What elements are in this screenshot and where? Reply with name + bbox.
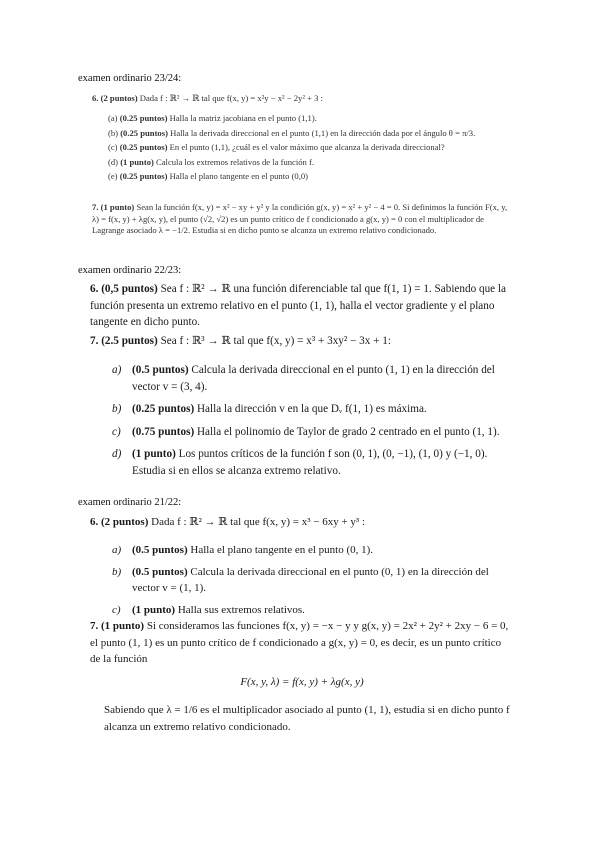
item-points: (0.5 puntos)	[132, 544, 188, 556]
item-text: Halla el polinomio de Taylor de grado 2 centrado en el punto (1, 1).	[196, 425, 500, 438]
item-points: (0.5 puntos)	[132, 364, 189, 376]
list-item	[112, 424, 514, 441]
item-points: (0.25 puntos)	[119, 171, 168, 181]
question-7-21-22-continuation: Sabiendo que λ = 1/6 es el multiplicador asociado al punto (1, 1), estudia si en dicho punto f alcanza un extremo relativo condicionado.	[104, 704, 510, 733]
item-label: a)	[112, 544, 122, 556]
question-points: (1 punto)	[101, 620, 145, 632]
item-label: (b)	[108, 127, 119, 138]
question-number: 7.	[90, 335, 99, 347]
item-text: En el punto (1,1), ¿cuál es el valor máximo que alcanza la derivada direccional?	[169, 142, 445, 152]
item-points: (0.25 puntos)	[119, 113, 168, 123]
item-label: (e)	[108, 171, 118, 181]
question-text: Sean la función f(x, y) = x² − xy + y² y la condición g(x, y) = x² + y² − 4 = 0. Si definimos la función F(x, y, λ) = f(x, y) + λg(x, y), el punto (√2, √2) es un punto crítico de f condicionado a g(x, y) = 0 con el multiplicador de Lagrange asociado λ = −1/2. Estudia si en dicho punto se alcanza un extremo relativo condicionado.	[92, 202, 508, 235]
list-item	[108, 128, 513, 140]
question-number: 6.	[90, 283, 99, 295]
question-7-22-23	[90, 333, 514, 350]
question-points: (2 puntos)	[100, 93, 138, 103]
item-label: (c)	[108, 142, 118, 152]
question-number: 6.	[90, 516, 99, 528]
item-label: d)	[112, 448, 122, 460]
item-text: Calcula la derivada direccional en el punto (0, 1) en la dirección del vector v = (1, 1).	[132, 565, 489, 594]
question-points: (2 puntos)	[101, 516, 149, 528]
item-list-22-23	[112, 362, 514, 479]
question-text: Sea f : ℝ³ → ℝ tal que f(x, y) = x³ + 3xy² − 3x + 1:	[160, 335, 391, 347]
item-points: (1 punto)	[132, 448, 176, 460]
item-label: (d)	[108, 156, 119, 167]
item-label: a)	[112, 364, 122, 376]
section-header-21-22: examen ordinario 21/22:	[78, 497, 182, 508]
item-label: b)	[112, 565, 122, 578]
list-item	[108, 171, 513, 183]
question-7-23-24	[92, 202, 514, 237]
list-item	[112, 542, 514, 559]
item-text: Halla la matriz jacobiana en el punto (1,1).	[169, 113, 317, 123]
item-points: (1 punto)	[120, 156, 154, 167]
item-points: (1 punto)	[132, 603, 176, 616]
list-item	[112, 564, 514, 597]
item-text: Calcula la derivada direccional en el punto (1, 1) en la dirección del vector v = (3, 4).	[132, 364, 495, 393]
question-points: (0,5 puntos)	[101, 283, 158, 295]
question-points: (1 punto)	[100, 202, 135, 212]
section-header-22-23: examen ordinario 22/23:	[78, 265, 182, 276]
question-6-21-22	[90, 514, 514, 531]
question-text: Sea f : ℝ² → ℝ una función diferenciable tal que f(1, 1) = 1. Sabiendo que la función presenta un extremo relativo en el punto (1, 1), halla el vector gradiente y el plano tangente en dicho punto.	[90, 283, 507, 328]
question-text: Dada f : ℝ² → ℝ tal que f(x, y) = x²y − x² − 2y² + 3 :	[139, 93, 323, 103]
question-text: Dada f : ℝ² → ℝ tal que f(x, y) = x³ − 6xy + y³ :	[151, 516, 366, 528]
item-points: (0.25 puntos)	[119, 142, 168, 152]
item-points: (0.25 puntos)	[120, 127, 168, 138]
question-number: 7.	[90, 620, 99, 632]
list-item	[108, 157, 513, 169]
list-item	[112, 602, 514, 619]
question-6-22-23	[90, 281, 514, 331]
item-list-21-22	[112, 542, 514, 618]
item-text: Halla la dirección v en la que Dᵥ f(1, 1) es máxima.	[196, 403, 427, 415]
item-label: c)	[112, 603, 121, 616]
list-item	[108, 113, 513, 125]
item-text: Halla el plano tangente en el punto (0, 1).	[190, 544, 374, 556]
item-points: (0.5 puntos)	[132, 565, 188, 578]
item-label: c)	[112, 425, 121, 438]
item-points: (0.75 puntos)	[132, 425, 195, 438]
item-text: Halla la derivada direccional en el punto (1,1) en la dirección dada por el ángulo θ = π/3.	[170, 127, 476, 138]
question-number: 6.	[92, 93, 99, 103]
question-points: (2.5 puntos)	[101, 335, 158, 347]
item-label: (a)	[108, 113, 118, 123]
item-text: Calcula los extremos relativos de la función f.	[156, 156, 314, 167]
item-label: b)	[112, 403, 122, 415]
question-6-23-24	[92, 93, 512, 105]
list-item	[112, 401, 514, 418]
item-list-23-24	[108, 113, 513, 183]
list-item	[112, 362, 514, 395]
lagrangian-equation: F(x, y, λ) = f(x, y) + λg(x, y)	[240, 676, 364, 688]
section-header-23-24: examen ordinario 23/24:	[78, 73, 182, 84]
question-7-21-22	[90, 618, 514, 668]
item-points: (0.25 puntos)	[132, 403, 195, 415]
question-number: 7.	[92, 202, 99, 212]
item-text: Los puntos críticos de la función f son (0, 1), (0, −1), (1, 0) y (−1, 0). Estudia si en ellos se alcanza extremo relativo.	[132, 448, 488, 477]
question-text: Si consideramos las funciones f(x, y) = −x − y y g(x, y) = 2x² + 2y² + 2xy − 6 = 0, el punto (1, 1) es un punto crítico de f condicionado a g(x, y) = 0, es decir, es un punto crítico de la función	[90, 620, 509, 665]
item-text: Halla el plano tangente en el punto (0,0)	[169, 171, 309, 181]
list-item	[108, 142, 513, 154]
list-item	[112, 446, 514, 479]
item-text: Halla sus extremos relativos.	[177, 603, 305, 616]
